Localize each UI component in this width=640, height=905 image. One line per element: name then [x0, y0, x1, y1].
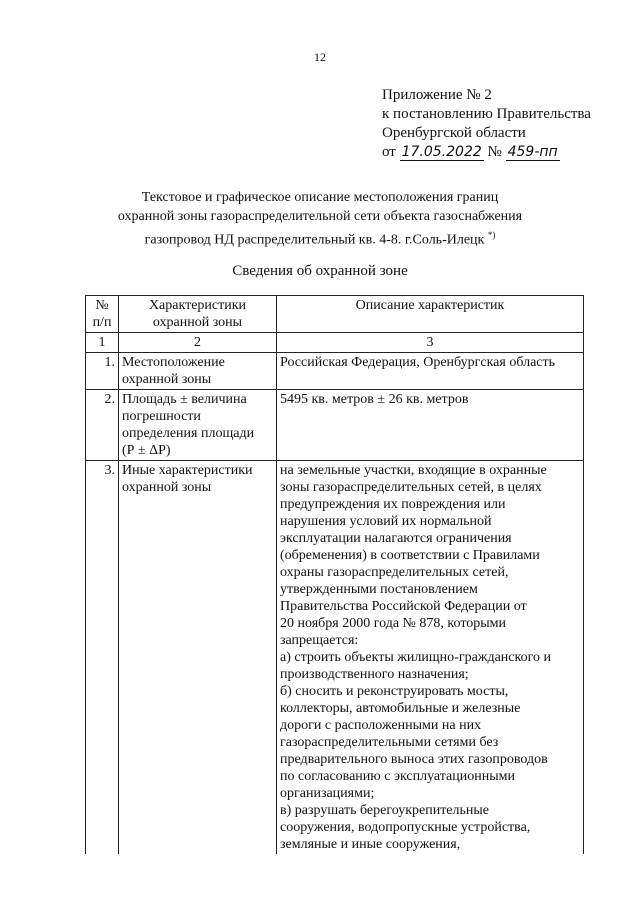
row-description: на земельные участки, входящие в охранные зоны газораспределительных сетей, в целях предупреждения их повреждения или нарушения условий их нормальной эксплуатации налагаются ограничения (обременения) в соответствии с Правилами охраны газораспределительных сетей, утвержденными постановлением Правительства Российской Федерации от 20 ноября 2000 года № 878, которыми запрещается: а) строить объекты жилищно-гражданского и производственного назначения; б) сносить и реконструировать мосты, коллекторы, автомобильные и железные дороги с расположенными на них газораспределительными сетями без предварительного выноса этих газопроводов по согласованию с эксплуатационными организациями; в) разрушать берегоукрепительные сооружения, водопропускные устройства, земляные и иные сооружения, — [277, 461, 584, 855]
appendix-line-1: Приложение № 2 — [382, 87, 492, 103]
row-characteristic: Местоположение охранной зоны — [119, 353, 277, 390]
row-number: 1. — [86, 353, 119, 390]
page-number: 12 — [314, 50, 326, 64]
title-line-3 — [60, 226, 580, 250]
table-header-row — [86, 296, 584, 333]
handwritten-date: 17.05.2022 — [401, 144, 482, 160]
section-title: Сведения об охранной зоне — [232, 263, 408, 279]
row-number: 3. — [86, 461, 119, 855]
appendix-line-2: к постановлению Правительства — [382, 106, 591, 122]
appendix-line-3: Оренбургской области — [382, 125, 526, 141]
header-description: Описание характеристик — [277, 296, 584, 333]
zone-info-table — [85, 295, 584, 854]
row-number: 2. — [86, 390, 119, 461]
row-characteristic: Иные характеристики охранной зоны — [119, 461, 277, 855]
number-label: № — [487, 144, 502, 160]
title-line-2: охранной зоны газораспределительной сети объекта газоснабжения — [117, 209, 523, 224]
index-cell-3: 3 — [277, 333, 584, 353]
header-characteristics: Характеристики охранной зоны — [119, 296, 277, 333]
appendix-date-line — [382, 143, 622, 162]
table-index-row — [86, 333, 584, 353]
header-number: № п/п — [86, 296, 119, 333]
title-line-3-text: газопровод НД распределительный кв. 4-8. г.Соль-Илецк — [144, 232, 485, 248]
table-row — [86, 461, 584, 855]
handwritten-number: 459-пп — [507, 144, 558, 160]
row-description: 5495 кв. метров ± 26 кв. метров — [277, 390, 584, 461]
table-row — [86, 353, 584, 390]
from-label: от — [382, 144, 396, 160]
table-row — [86, 390, 584, 461]
title-line-1: Текстовое и графическое описание местоположения границ — [141, 190, 499, 205]
document-title — [60, 188, 580, 250]
index-cell-2: 2 — [119, 333, 277, 353]
appendix-header — [382, 86, 622, 162]
footnote-mark: *) — [487, 230, 496, 240]
row-characteristic: Площадь ± величина погрешности определения площади (Р ± ΔР) — [119, 390, 277, 461]
row-description: Российская Федерация, Оренбургская область — [277, 353, 584, 390]
index-cell-1: 1 — [86, 333, 119, 353]
